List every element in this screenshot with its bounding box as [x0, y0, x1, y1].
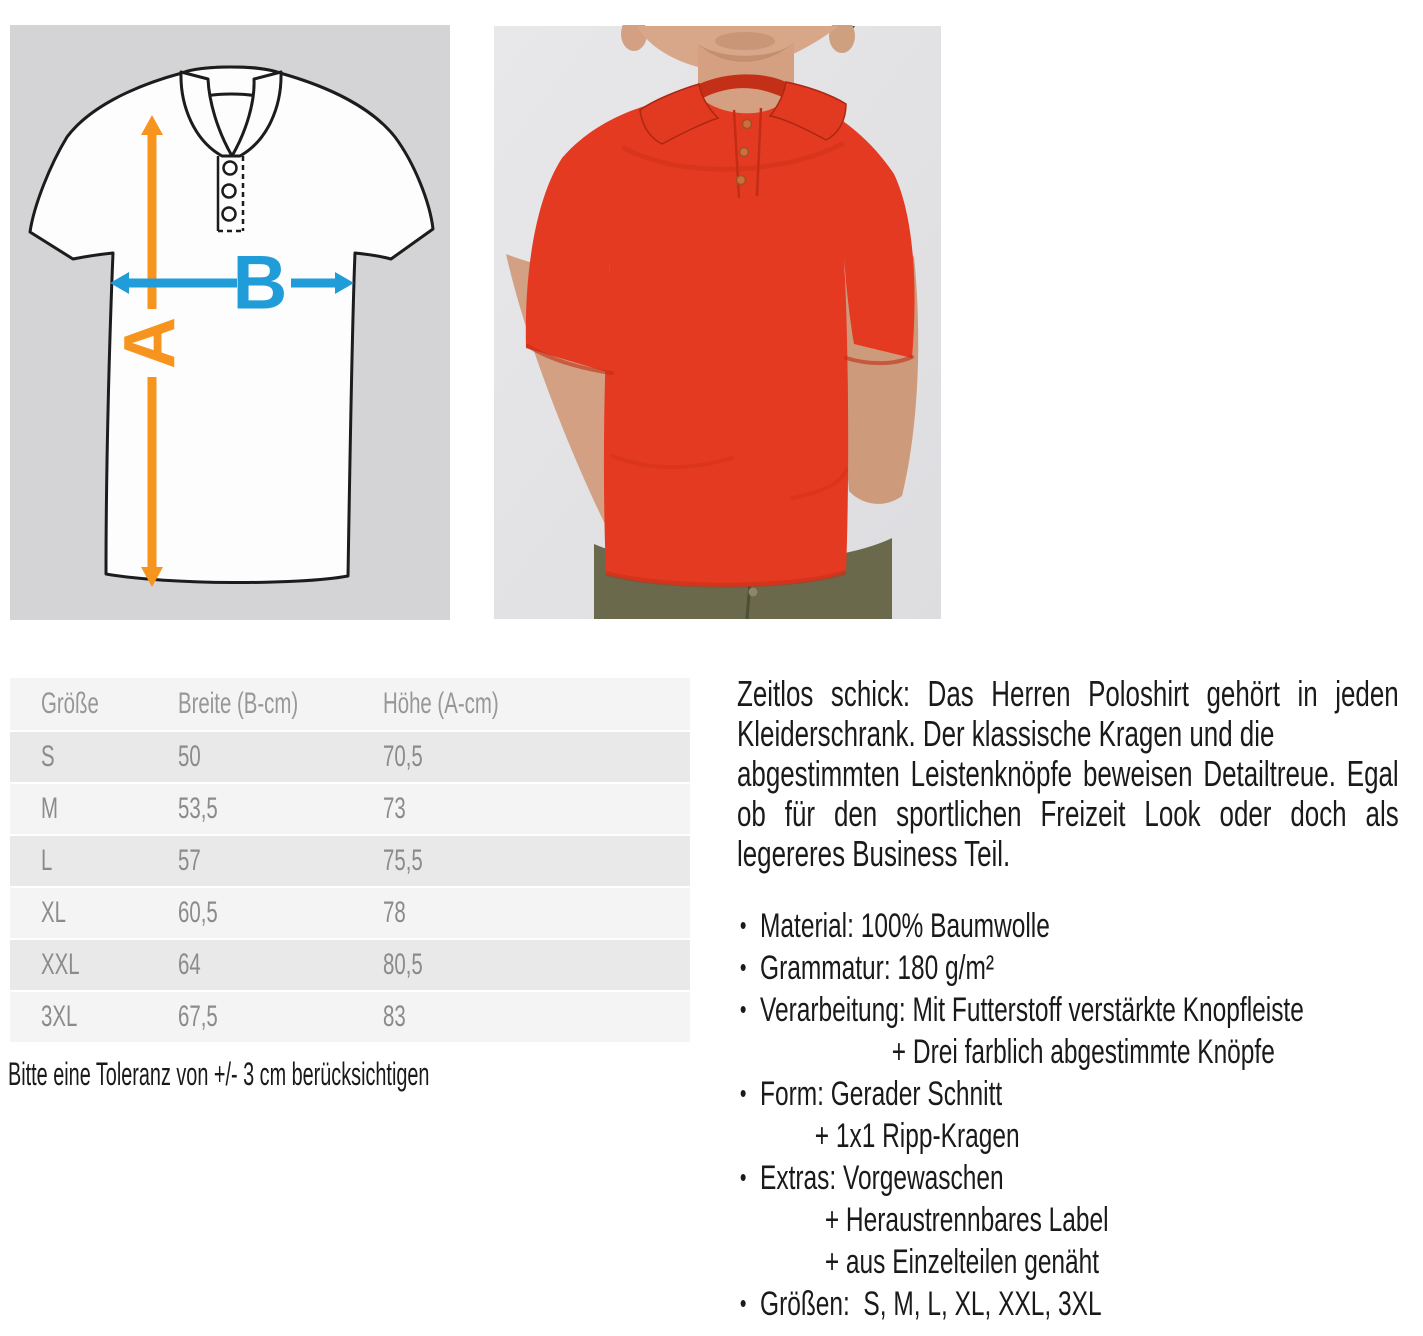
product-description [737, 674, 1399, 1325]
table-row: L 57 75,5 [10, 836, 690, 886]
size-diagram-panel [10, 25, 450, 620]
sub-item: + Heraustrennbares Label [824, 1201, 1109, 1239]
size-table-header [10, 678, 690, 730]
column-header: Größe [41, 687, 99, 720]
pants-button-icon [749, 588, 758, 597]
polo-button-icon [743, 120, 752, 129]
bullet-icon: • [739, 1078, 747, 1108]
bullet-icon: • [739, 1288, 747, 1318]
list-item-groessen: • Größen: S, M, L, XL, XXL, 3XL [737, 1283, 1399, 1325]
button-icon [224, 162, 237, 175]
label-a: A [110, 317, 190, 369]
bullet-icon: • [739, 994, 747, 1024]
spec-list [737, 905, 1399, 1325]
product-photo [494, 25, 941, 620]
table-row: XXL 64 80,5 [10, 940, 690, 990]
polo-shirt-outline [30, 67, 433, 583]
size-table [10, 678, 690, 1044]
sub-item: + aus Einzelteilen genäht [824, 1243, 1100, 1281]
list-item-grammatur: • Grammatur: 180 g/m² [737, 947, 1399, 989]
table-row: 3XL 67,5 83 [10, 992, 690, 1042]
label-b: B [232, 240, 288, 326]
button-icon [223, 208, 236, 221]
column-header: Breite (B-cm) [178, 687, 299, 720]
sub-item: + Drei farblich abgestimmte Knöpfe [891, 1033, 1275, 1071]
tolerance-note: Bitte eine Toleranz von +/- 3 cm berücksichtigen [8, 1056, 430, 1092]
column-header: Höhe (A-cm) [383, 687, 499, 720]
description-paragraph: abgestimmten Leistenknöpfe beweisen Detailtreue. Egal ob für den sportlichen Freizeit Look oder doch als legereres Business Teil. [737, 753, 1399, 874]
polo-button-icon [740, 148, 749, 157]
table-row: S 50 70,5 [10, 732, 690, 782]
table-row: M 53,5 73 [10, 784, 690, 834]
polo-button-icon [737, 176, 746, 185]
button-icon [223, 185, 236, 198]
bullet-icon: • [739, 1162, 747, 1192]
model-photo-illustration [494, 25, 941, 620]
polo-measurement-diagram [10, 25, 450, 620]
table-row: XL 60,5 78 [10, 888, 690, 938]
sub-item: + 1x1 Ripp-Kragen [814, 1117, 1020, 1155]
description-paragraph: Zeitlos schick: Das Herren Poloshirt gehört in jeden Kleiderschrank. Der klassische Kragen und die [737, 673, 1399, 754]
bullet-icon: • [739, 910, 747, 940]
list-item-extras: • Extras: Vorgewaschen + Heraustrennbares Label + aus Einzelteilen genäht [737, 1157, 1399, 1283]
list-item-form: • Form: Gerader Schnitt + 1x1 Ripp-Kragen [737, 1073, 1399, 1157]
list-item-verarbeitung: • Verarbeitung: Mit Futterstoff verstärkte Knopfleiste + Drei farblich abgestimmte Knöpfe [737, 989, 1399, 1073]
bullet-icon: • [739, 952, 747, 982]
list-item-material: • Material: 100% Baumwolle [737, 905, 1399, 947]
